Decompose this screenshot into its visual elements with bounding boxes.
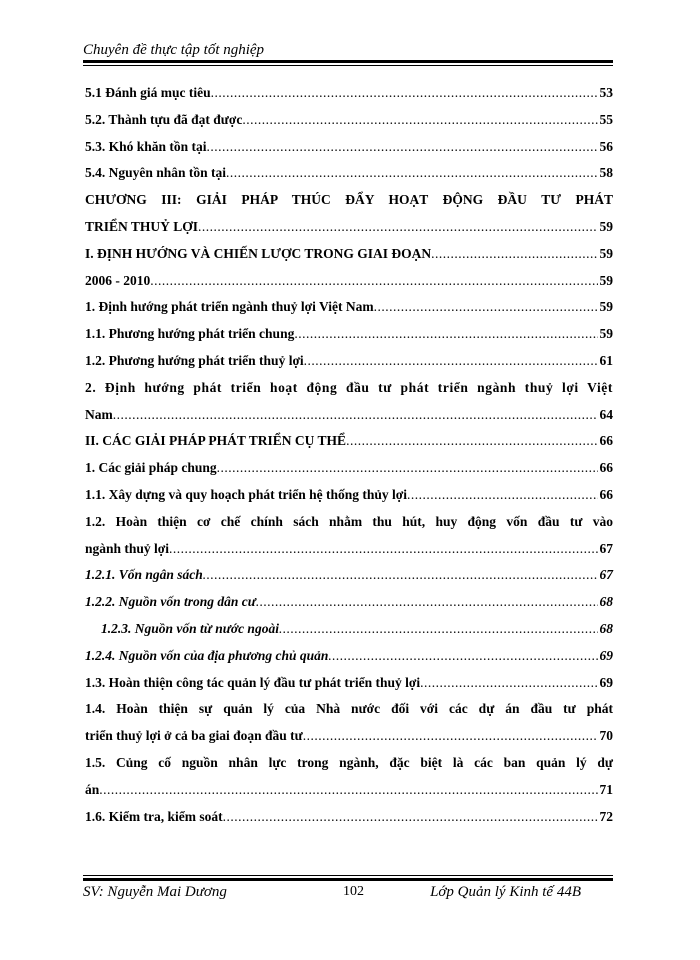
toc-entry [85,134,613,161]
toc-page-number: 68 [599,620,613,636]
toc-entry [85,294,613,321]
toc-page-number: 71 [599,781,613,797]
toc-entry-title: 1. Định hướng phát triển ngành thuỷ lợi Việt Nam [85,299,374,315]
toc-page-number: 59 [599,326,613,342]
toc-entry [85,482,613,509]
toc-leader [223,804,598,831]
toc-entry [85,428,613,455]
toc-entry [85,80,613,107]
toc-leader [256,589,598,616]
toc-entry-title: 1.2.2. Nguồn vốn trong dân cư [85,594,256,610]
footer-class-name: Lớp Quản lý Kinh tế 44B [430,884,581,900]
toc-entry [85,509,613,563]
toc-entry-title: 5.4. Nguyên nhân tồn tại [85,165,227,181]
toc-page-number: 68 [599,594,613,610]
toc-entry-title: 1. Các giải pháp chung [85,460,217,476]
toc-entry [85,696,613,750]
document-title: Chuyên đề thực tập tốt nghiệp [83,42,265,58]
toc-leader [303,723,598,750]
toc-entry [85,804,613,831]
toc-page-number: 53 [599,85,613,100]
toc-leader [203,562,598,589]
toc-entry [85,268,613,295]
table-of-contents [85,80,613,830]
toc-page-number: 66 [599,433,613,449]
toc-leader [294,321,597,348]
toc-page-number: 69 [599,674,613,690]
toc-leader [374,294,598,321]
toc-entry-title-line1: 1.2. Hoàn thiện cơ chế chính sách nhằm thu hút, huy động vốn đầu tư vào [85,513,613,529]
toc-page-number: 69 [599,647,613,663]
toc-entry [85,616,613,643]
header-rule-thick [83,60,613,63]
toc-entry-title: I. ĐỊNH HƯỚNG VÀ CHIẾN LƯỢC TRONG GIAI ĐOẠN [85,245,432,261]
toc-leader [242,107,597,134]
page-footer [83,882,613,902]
toc-entry-title-line1: CHƯƠNG III: GIẢI PHÁP THÚC ĐẨY HOẠT ĐỘNG ĐẦU TƯ PHÁT [85,192,613,208]
toc-leader [99,777,597,804]
toc-entry-title: 1.6. Kiểm tra, kiểm soát [85,808,223,824]
toc-entry-title: Nam [85,406,113,422]
toc-entry-title: 1.2.1. Vốn ngân sách [85,567,203,583]
toc-entry-title: 1.1. Xây dựng và quy hoạch phát triển hệ thống thủy lợi [85,486,408,502]
toc-page-number: 66 [599,486,613,502]
toc-entry-title: 1.2.3. Nguồn vốn từ nước ngoài [101,620,279,636]
toc-page-number: 58 [599,165,613,181]
toc-leader [420,670,597,697]
toc-leader [279,616,598,643]
toc-entry-title: 1.1. Phương hướng phát triển chung [85,326,295,342]
toc-leader [226,160,597,187]
toc-entry-title: II. CÁC GIẢI PHÁP PHÁT TRIỂN CỤ THỂ [85,433,347,449]
toc-entry-title: 1.2.4. Nguồn vốn của địa phương chủ quản [85,647,329,663]
toc-entry-title: 1.2. Phương hướng phát triển thuỷ lợi [85,352,304,368]
toc-entry [85,455,613,482]
toc-entry [85,589,613,616]
toc-entry-title: 5.3. Khó khăn tồn tại [85,138,207,154]
toc-entry [85,321,613,348]
toc-leader [346,428,597,455]
toc-entry-title: 5.2. Thành tựu đã đạt được [85,111,243,127]
footer-author: SV: Nguyễn Mai Dương [83,884,227,900]
toc-page-number: 67 [599,540,613,556]
toc-entry-title: án [85,781,100,797]
toc-entry-title: ngành thuỷ lợi [85,540,170,556]
toc-entry [85,643,613,670]
toc-entry-title: 1.3. Hoàn thiện công tác quản lý đầu tư phát triển thuỷ lợi [85,674,421,690]
toc-leader [207,134,598,161]
toc-entry-title: triển thuỷ lợi ở cả ba giai đoạn đầu tư [85,728,303,744]
toc-page-number: 59 [599,245,613,261]
toc-leader [113,402,598,429]
toc-entry [85,241,613,268]
toc-page-number: 61 [599,352,613,368]
toc-page-number: 66 [599,460,613,476]
toc-entry [85,107,613,134]
toc-entry [85,348,613,375]
toc-leader [407,482,597,509]
toc-page-number: 72 [599,808,613,824]
toc-entry-title-line1: 2. Định hướng phát triển hoạt động đầu tư phát triển ngành thuỷ lợi Việt [85,379,613,395]
toc-entry-title-line1: 1.4. Hoàn thiện sự quản lý của Nhà nước đối với các dự án đầu tư phát [85,701,613,717]
toc-entry-title: 5.1 Đánh giá mục tiêu [85,85,211,100]
toc-page-number: 55 [599,111,613,127]
toc-entry [85,375,613,429]
toc-leader [211,80,598,107]
page-header [83,41,613,59]
toc-page-number: 56 [599,138,613,154]
toc-page-number: 64 [599,406,613,422]
toc-entry-title: 2006 - 2010 [85,272,151,288]
toc-page-number: 59 [599,218,613,234]
toc-entry [85,187,613,241]
footer-page-number: 102 [343,884,364,899]
toc-page-number: 67 [599,567,613,583]
toc-leader [150,268,597,295]
footer-rule-thick [83,878,613,881]
toc-leader [304,348,598,375]
toc-leader [169,536,597,563]
toc-entry-title: TRIỂN THUỶ LỢI [85,218,199,234]
toc-leader [217,455,598,482]
toc-entry [85,160,613,187]
toc-entry [85,670,613,697]
toc-page-number: 70 [599,728,613,744]
toc-entry [85,750,613,804]
toc-page-number: 59 [599,299,613,315]
toc-leader [328,643,597,670]
footer-rule-thin [83,875,613,876]
toc-leader [431,241,597,268]
header-rule-thin [83,65,613,66]
toc-page-number: 59 [599,272,613,288]
toc-entry [85,562,613,589]
toc-leader [198,214,597,241]
toc-entry-title-line1: 1.5. Củng cố nguồn nhân lực trong ngành, đặc biệt là các ban quản lý dự [85,754,613,770]
